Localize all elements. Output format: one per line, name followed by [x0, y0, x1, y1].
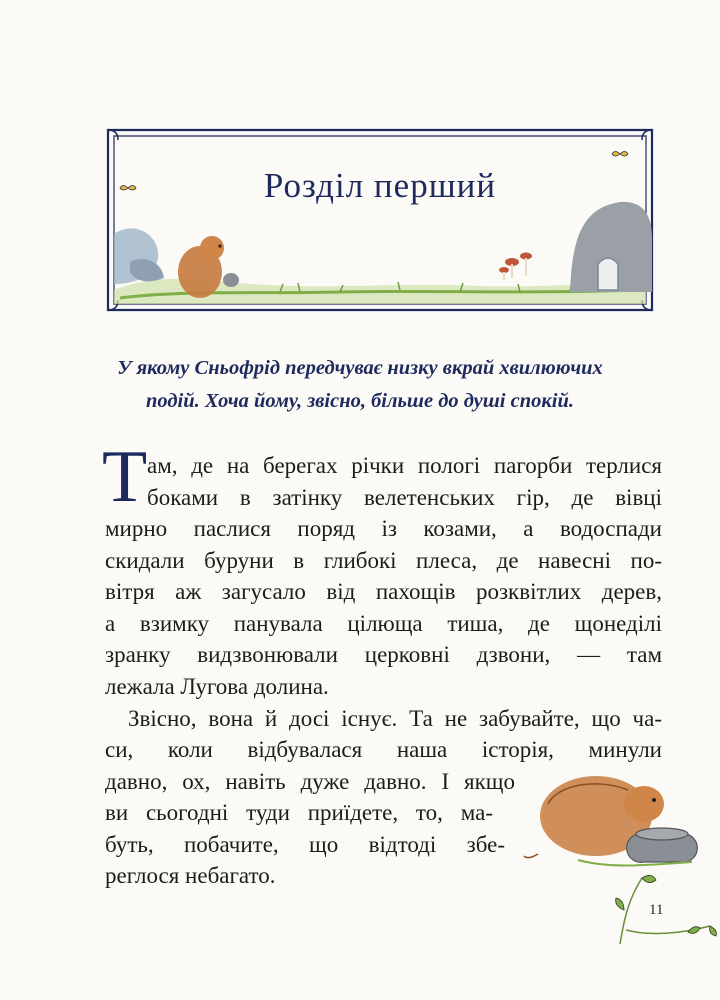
text-line: си, коли відбувалася наша історія, минули [105, 737, 662, 762]
text-line: буть, побачите, що відтоді збе- [105, 832, 505, 857]
text-line: вітря аж загусало від пахощів розквітлих дерев, [105, 579, 662, 604]
hamster-with-pot-illustration [518, 764, 698, 874]
text-line: а взимку панувала цілюща тиша, де щонеділі [105, 611, 662, 636]
text-line: ам, де на берегах річки пологі пагорби терлися [147, 453, 662, 478]
text-line: давно, ох, навіть дуже давно. І якщо [105, 769, 515, 794]
chapter-summary [60, 352, 660, 418]
leaf-ornament [610, 870, 720, 950]
text-line: зранку видзвонювали церковні дзвони, — там [105, 642, 662, 667]
summary-line: У якому Сньофрід передчуває низку вкрай хвилюючих [117, 357, 603, 379]
text-line: реглося небагато. [105, 863, 276, 888]
ornate-frame-border [100, 122, 660, 318]
text-line: лежала Лугова долина. [105, 674, 329, 699]
text-line: мирно паслися поряд із козами, а водоспади [105, 516, 662, 541]
text-line: скидали буруни в глибокі плеса, де навесні по- [105, 548, 662, 573]
chapter-header-frame [100, 122, 660, 318]
text-line: боками в затінку велетенських гір, де вівці [147, 485, 662, 510]
text-line: ви сьогодні туди приїдете, то, ма- [105, 800, 493, 825]
page-number: 11 [649, 902, 664, 918]
chapter-title: Розділ перший [263, 166, 497, 205]
summary-line: подій. Хоча йому, звісно, більше до душі спокій. [145, 390, 574, 412]
drop-cap: Т [102, 436, 148, 518]
text-line: Звісно, вона й досі існує. Та не забувайте, що ча- [128, 706, 662, 731]
